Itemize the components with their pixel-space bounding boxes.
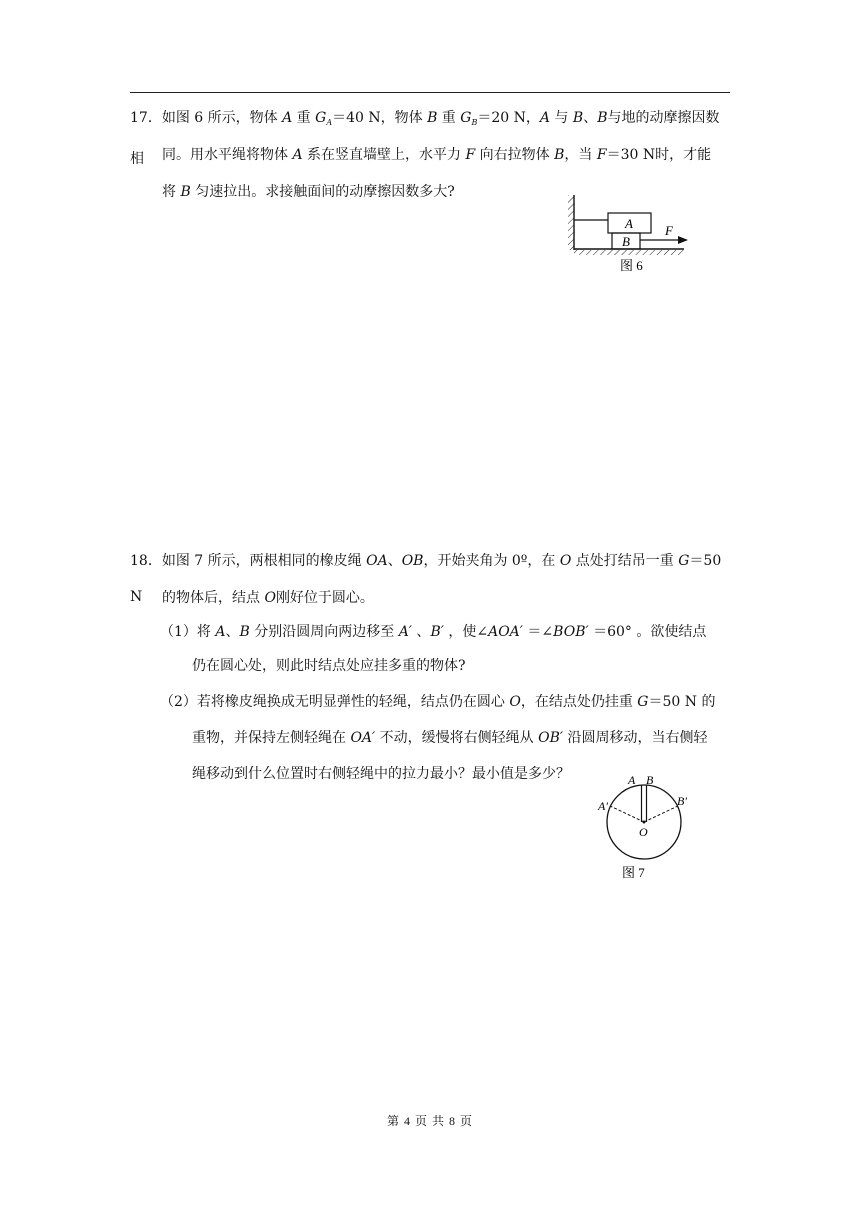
- page-footer: 第 4 页 共 8 页: [386, 1114, 473, 1128]
- q17-number: 17．: [130, 110, 162, 126]
- sub-B: B: [471, 118, 478, 127]
- var-A: A: [215, 624, 226, 640]
- var-O: O: [509, 694, 521, 710]
- q18-text: ＝50 N: [130, 553, 722, 605]
- q18-text: 不动，缓慢将右侧轻绳从: [375, 730, 539, 746]
- var-B-prime: B′: [430, 624, 444, 640]
- var-F: F: [596, 147, 607, 163]
- q18-number: 18．: [130, 553, 162, 569]
- arrow-head-icon: [678, 236, 688, 244]
- q18-text: ＝∠: [522, 624, 554, 640]
- label-A: A: [625, 216, 633, 231]
- ground-hatch: [574, 250, 684, 255]
- var-B: B: [597, 110, 608, 126]
- q17-text: 向右拉物体: [475, 147, 555, 163]
- var-G: G: [637, 694, 649, 710]
- q18-text: 刚好位于圆心。: [275, 590, 374, 606]
- q18-text: 点处打结吊一重: [571, 553, 679, 569]
- var-OB-prime: OB′: [538, 730, 564, 746]
- figure-6-caption: 图 6: [620, 258, 643, 273]
- dashed-OA-prime: [610, 806, 644, 822]
- q18-part1-line-2: [192, 648, 730, 684]
- q18-part2-line-2: [192, 720, 730, 756]
- q17-text: ＝40 N，物体: [332, 110, 428, 126]
- var-G: G: [315, 110, 327, 126]
- q18-text: ，使∠: [443, 624, 489, 640]
- q17-text: ＝20 N，: [477, 110, 540, 126]
- q18-text: 沿圆周移动，当右侧轻: [563, 730, 708, 746]
- var-A: A: [282, 110, 293, 126]
- label-B-prime: B′: [677, 794, 687, 808]
- label-B: B: [622, 234, 630, 249]
- q17-text: 重: [292, 110, 316, 126]
- q18-text: 、: [411, 624, 431, 640]
- q17-text: 与地的动摩擦因数相: [130, 110, 720, 167]
- q18-text: （1）将: [160, 624, 216, 640]
- q18-part1-line-1: [160, 614, 730, 650]
- var-A: A: [539, 110, 550, 126]
- var-B: B: [180, 184, 191, 200]
- q18-text: （2）若将橡皮绳换成无明显弹性的轻绳，结点仍在圆心: [160, 694, 510, 710]
- var-B: B: [239, 624, 250, 640]
- label-A: A: [628, 773, 636, 787]
- var-B: B: [572, 110, 584, 126]
- angle-BOB: BOB′: [553, 624, 589, 640]
- q17-text: ＝30 N时，才能: [606, 147, 712, 163]
- figure-7-caption: 图 7: [622, 865, 645, 880]
- q18-text: 、: [225, 624, 240, 640]
- label-F: F: [665, 223, 673, 238]
- q17-text: 系在竖直墙壁上，水平力: [302, 147, 466, 163]
- q18-text: 分别沿圆周向两边移至: [249, 624, 399, 640]
- var-OB: OB: [401, 553, 424, 569]
- var-OA-prime: OA′: [350, 730, 376, 746]
- q18-text: 的物体后，结点: [162, 590, 265, 606]
- angle-AOA: AOA′: [488, 624, 523, 640]
- label-A-prime: A′: [598, 799, 608, 813]
- q17-text: 与: [549, 110, 573, 126]
- wall-hatch: [568, 195, 574, 250]
- q17-line-2: [130, 137, 730, 173]
- var-G: G: [678, 553, 690, 569]
- q17-text: ，当: [564, 147, 597, 163]
- var-B: B: [554, 147, 565, 163]
- q18-text: ＝50 N 的: [648, 694, 716, 710]
- q18-text: ，在结点处仍挂重: [520, 694, 638, 710]
- header-rule: [130, 92, 730, 93]
- q18-part2-line-1: [160, 684, 730, 720]
- q18-line-2: [130, 580, 730, 616]
- var-F: F: [465, 147, 476, 163]
- q17-text: 如图 6 所示，物体: [161, 110, 283, 126]
- var-OA: OA: [366, 553, 388, 569]
- sub-A: A: [326, 118, 333, 127]
- q18-text: 如图 7 所示，两根相同的橡皮绳: [161, 553, 367, 569]
- var-B: B: [427, 110, 438, 126]
- var-O: O: [559, 553, 572, 569]
- q18-text: 、: [387, 553, 402, 569]
- label-B: B: [646, 773, 654, 787]
- q17-text: 、: [583, 110, 598, 126]
- q18-text: ，开始夹角为 0º，在: [423, 553, 560, 569]
- knot-O: [643, 821, 646, 824]
- q18-text: 仍在圆心处，则此时结点处应挂多重的物体?: [192, 658, 466, 674]
- label-O: O: [639, 825, 648, 839]
- q18-text: ＝60° 。欲使结点: [588, 624, 707, 640]
- var-A: A: [292, 147, 303, 163]
- q17-text: 将: [162, 184, 181, 200]
- figure-7: [590, 770, 700, 885]
- q17-text: 匀速拉出。求接触面间的动摩擦因数多大?: [190, 184, 455, 200]
- q17-text: 重: [437, 110, 461, 126]
- dashed-OB-prime: [644, 806, 678, 822]
- figure-6: [566, 190, 696, 280]
- var-G: G: [460, 110, 472, 126]
- var-O: O: [264, 590, 276, 606]
- q17-text: 同。用水平绳将物体: [162, 147, 293, 163]
- q18-text: 重物，并保持左侧轻绳在: [192, 730, 351, 746]
- var-A-prime: A′: [398, 624, 412, 640]
- q18-text: 绳移动到什么位置时右侧轻绳中的拉力最小？最小值是多少？: [192, 766, 570, 782]
